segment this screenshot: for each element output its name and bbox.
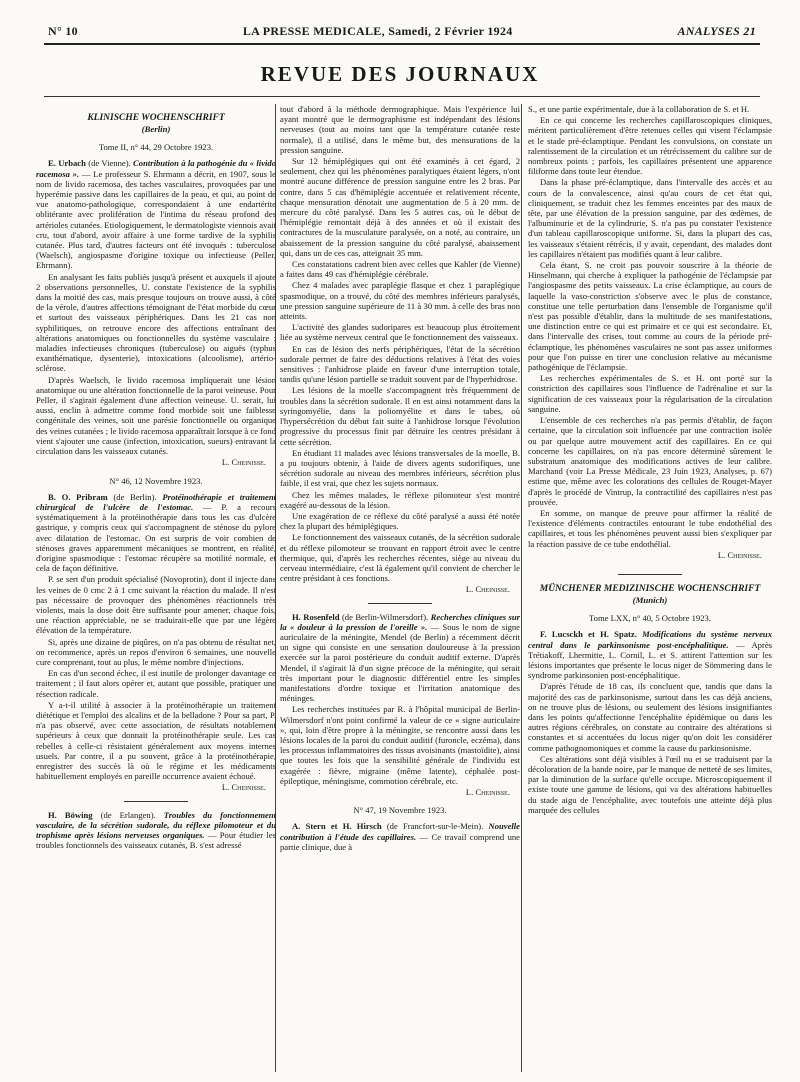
article-lead [36, 158, 276, 270]
article-paragraph: D'après Waelsch, le livido racemosa impliquerait une lésion anatomique ou une altération fonctionnelle de la paroi veineuse. Pour Peller, il s'agirait également d'une affection veineuse. U. serait, lui aussi, enclin à admettre comme fond morbide soit une faiblesse congénitale des veines, soit une parésie fonctionnelle ou organique des veines cutanées ; le livido racemosa apparaîtrait lorsque à ce fond vient s'ajouter une cause (infection, intoxication, sueurs) entravant la circulation dans les vaisseaux cutanés. [36, 374, 276, 457]
article-place: (de Berlin). [107, 491, 163, 502]
journal-heading: KLINISCHE WOCHENSCHRIFT [87, 113, 225, 123]
article-lucsckh-spatz [528, 629, 772, 815]
article-lead [36, 810, 276, 851]
article-separator [124, 801, 188, 802]
journal-masthead: LA PRESSE MEDICALE, Samedi, 2 Février 1924 [242, 24, 513, 38]
article-bowing [36, 810, 276, 851]
header-rule [44, 43, 760, 45]
journal-city: (Berlin) [141, 124, 171, 134]
article-author: H. Rosenfeld [292, 611, 340, 622]
article-paragraph: En cas de lésion des nerfs périphériques, l'état de la sécrétion sudorale permet de faire des déductions relatives à l'état des voies sensitives : l'anhidrose plaide en faveur d'une interruption totale, tandis qu'une lésion partielle se traduit souvent par de l'hyperhidrose. [280, 343, 520, 385]
article-paragraph: L'ensemble de ces recherches n'a pas permis d'établir, de façon certaine, que la circulation soit influencée par une contraction isolée ou par quelque autre mouvement actif des capillaires. En ce qui concerne les capillaires, on n'a pas encore déterminé sûrement le substratum anatomique des modifications actives de leur calibre. Marchand (voir La Presse Médicale, 23 Juin 1923, Analyses, p. 67) estime que, même avec les colorations des cellules de Rouget-Mayer d'après le procédé de Vintrup, la contractilité des capillaires n'est pas prouvée. [528, 415, 772, 507]
article-author: A. Stern et H. Hirsch [292, 821, 382, 832]
article-lead [528, 629, 772, 680]
article-title: Troubles du fonctionnement vasculaire, de la sécrétion sudorale, du réflexe pilomoteur et du trophisme après lésions nerveuses organiques. [36, 809, 276, 840]
article-lead [36, 492, 276, 574]
article-title: Contribution à la pathogénie du « livido racemosa ». [36, 158, 276, 179]
title-rule [44, 96, 760, 97]
article-paragraph: Ces constatations cadrent bien avec celles que Kahler (de Vienne) a faites dans 49 cas d'hémiplégie cérébrale. [280, 259, 520, 280]
column-3 [528, 104, 772, 1074]
article-signature: L. Cheinisse. [221, 782, 266, 793]
issue-number: N° 10 [48, 24, 78, 38]
article-title: Nouvelle contribution à l'étude des capillaires. [280, 821, 520, 842]
issue-line: Tome II, n° 44, 29 Octobre 1923. [98, 142, 214, 153]
section-label: ANALYSES 21 [677, 24, 756, 38]
article-paragraph: Les lésions de la moelle s'accompagnent très fréquemment de troubles dans la sécrétion sudorale. Il en est ainsi notamment dans la syringomyélie, dans la poliomyélite et dans le tabes, où l'hypersécrétion du début fait suite à l'anhidrose lorsque l'évolution progressive du processus finit par détruire les centres présidant à cette sécrétion. [280, 385, 520, 447]
article-paragraph: Dans la phase pré-éclamptique, dans l'intervalle des accès et au cours de la convalescence, ainsi qu'au cours de cet état qui, cliniquement, se traduit chez les femmes enceintes par des maux de tête, par une élévation de la pression sanguine, par des œdèmes, de l'albuminurie et de la cylindrurie, S. n'a pas pu constater l'existence d'un tableau capillaroscopique uniforme. Si, dans la plupart des cas, les vaisseaux s'étaient rétrécis, il y avait, cependant, des malades dont les capillaires n'étaient pas modifiés quant à leur calibre. [528, 177, 772, 259]
issue-line: N° 46, 12 Novembre 1923. [109, 475, 203, 486]
journal-heading: MÜNCHENER MEDIZINISCHE WOCHENSCHRIFT [539, 583, 761, 594]
article-text: — P. a recours systématiquement à la protéinothérapie dans tous les cas d'ulcère gastrique, y compris ceux qui s'accompagnent de sténose du pylore avec dilatation de l'estomac. On est surpris de voir combien de sténoses graves apparemment mécaniques se montrent, en réalité, d'origine spasmodique : l'estomac récupère sa motilité normale, et cela de façon définitive. [36, 501, 276, 574]
article-place: (de Berlin-Wilmersdorf). [339, 611, 431, 622]
article-stern-hirsch [280, 821, 520, 852]
article-author: B. O. Pribram [48, 491, 108, 502]
article-title: Protéinothérapie et traitement chirurgical de l'ulcère de l'estomac. [36, 491, 276, 512]
article-paragraph: Une exagération de ce réflexe du côté paralysé a aussi été notée chez la plupart des hémiplégiques. [280, 510, 520, 532]
article-title: Modifications du système nerveux central dans le parkinsonisme post-encéphalitique. [528, 629, 772, 650]
article-paragraph: Y a-t-il utilité à associer à la protéinothérapie un traitement diététique et l'emploi des alcalins et de la belladone ? Pour sa part, P. n'a pas observé, avec cette association, de résultats notablement supérieurs à ceux que donnait la protéinothérapie seule. Les cas rebelles à celle-ci résistaient généralement aux moyens internes usuels. Par contre, il a pu souvent, grâce à la protéinothérapie, enregistrer des succès là où le régime et les médicaments habituellement employés en pareille occurrence avaient échoué. [36, 699, 276, 782]
article-paragraph: En somme, on manque de preuve pour affirmer la réalité de l'existence d'éléments contractiles entourant le tube endothélial des capillaires, et tous les phénomènes peuvent aussi bien s'expliquer par la réaction passive de ce tube endothélial. [528, 507, 772, 549]
article-paragraph: L'activité des glandes sudoripares est beaucoup plus étroitement liée au système nerveux central que le fonctionnement des vaisseaux. [280, 322, 520, 343]
article-paragraph: Chez les mêmes malades, le réflexe pilomoteur s'est montré exagéré au-dessous de la lésion. [280, 489, 520, 510]
article-signature: L. Cheinisse. [465, 787, 510, 797]
article-paragraph: D'après l'étude de 18 cas, ils concluent que, tandis que dans la majorité des cas de parkinsonisme, surtout dans les cas déjà anciens, on ne trouve plus de lésions, ou seulement des lésions insignifiantes dans les points qu'affectionne l'encéphalite épidémique ou dans les autres régions cérébrales, on constate au contraire des altérations si constantes et si accentuées du locus niger qu'on doit les considérer comme pathognomoniques et comme la cause du parkinsonisme. [528, 681, 772, 753]
article-pribram [36, 492, 276, 793]
article-lead [280, 821, 520, 852]
column-1 [36, 104, 276, 1074]
article-paragraph: P. se sert d'un produit spécialisé (Novoprotin), dont il injecte dans les veines de 0 cmc 2 à 1 cmc suivant la réaction du malade. Il n'est pas nécessaire de provoquer des phénomènes réactionnels très violents, mais la dose doit être suffisante pour amener, chaque fois, une réaction appréciable, ne se traduirait-elle que par une légère élévation de la température. [36, 574, 276, 636]
column-2 [280, 104, 520, 1074]
article-author: F. Lucsckh et H. Spatz. [540, 629, 637, 640]
article-text: — Le professeur S. Ehrmann a décrit, en 1907, sous le nom de livido racemosa, des taches vasculaires, provoquées par une hyperémie passive dans les capillaires de la peau, et qui, au point de vue anatomo-pathologique, correspondaient à une endartérite oblitérante avec prolifération de l'intima du réseau profond des artérioles cutanées. Etiologiquement, le dermatologiste viennois avait cru, tout d'abord, avoir affaire à une forme tardive de la syphilis cutanée. Plus tard, d'autres facteurs ont été invoqués : tuberculose (Waelsch), angiospasme d'origine toxique ou infectieuse (Peller, Ehrmann). [36, 168, 276, 271]
article-separator [618, 574, 682, 575]
article-paragraph: En cas d'un second échec, il est inutile de prolonger davantage ce traitement ; il faut alors opérer et, autant que possible, pratiquer une résection radicale. [36, 668, 276, 699]
article-paragraph: S., et une partie expérimentale, due à la collaboration de S. et H. [528, 104, 750, 114]
article-place: (de Vienne). [85, 158, 134, 169]
article-paragraph: tout d'abord à la méthode dermographique. Mais l'expérience lui ayant montré que le dermographisme est indépendant des lésions nerveuses (tout au moins tant que la température cutanée reste normale), il a utilisé, dans le même but, des mensurations de la pression sanguine. [280, 104, 520, 155]
article-signature: L. Cheinisse. [221, 457, 266, 468]
article-title: Recherches cliniques sur la « douleur à la pression de l'oreille ». [280, 611, 520, 632]
journal-city: (Munich) [632, 594, 668, 605]
article-author: E. Urbach [48, 158, 86, 169]
article-signature: L. Cheinisse. [717, 549, 762, 560]
article-separator [368, 603, 432, 604]
page-header [48, 24, 756, 40]
article-text: — Sous le nom de signe auriculaire de la méningite, Mendel (de Berlin) a récemment décrit un signe qui consiste en une sensation douloureuse à la pression exercée sur la paroi postérieure du conduit auditif externe. D'après Mendel, il s'agirait là d'un signe précoce de la méningite, qui serait très important pour le diagnostic différentiel entre les simples manifestations d'ordre toxique et l'irritation anatomique des méninges. [280, 621, 520, 704]
article-paragraph: En analysant les faits publiés jusqu'à présent et auxquels il ajoute 2 observations personnelles, U. constate l'existence de la syphilis dans la moitié des cas, mais presque toujours on trouve aussi, à côté de la vérole, d'autres affections témoignant de l'état morbide du cœur et surtout des vaisseaux périphériques. Dans les 21 cas non syphilitiques, on retrouve encore des affections entraînant des altérations anatomiques ou fonctionnelles du système vasculaire : maladies infectieuses chroniques (tuberculose) ou aiguës (typhus exanthématique, dysenterie), intoxications (alcoolisme), artério-sclérose. [36, 271, 276, 374]
article-paragraph: Le fonctionnement des vaisseaux cutanés, de la sécrétion sudorale et du réflexe pilomoteur se trouvant en rapport étroit avec le centre thermique, qui, d'après les recherches récentes, siège au niveau du cerveau intermédiaire, c'est là également qu'il convient de chercher le centre présidant à ces fonctions. [280, 532, 520, 584]
article-paragraph: Les recherches instituées par R. à l'hôpital municipal de Berlin-Wilmersdorf n'ont point confirmé la valeur de ce « signe auriculaire », qui, loin d'être propre à la méningite, se rencontre aussi dans les lésions locales de la paroi du conduit auditif (furoncle, eczéma), dans les processus inflammatoires des tissus avoisinants (mastoïdite), ainsi que toutes les fois que la sensibilité générale de l'individu est exagérée : fièvre, migraine (même latente), céphalée post-épileptique, méningisme, commotion cérébrale, etc. [280, 704, 520, 786]
article-paragraph: Ces altérations sont déjà visibles à l'œil nu et se traduisent par la décoloration de la bande noire, par le manque de netteté de ses limites, par la diminution de la surface qu'elle occupe. Microscopiquement il existe toute une gamme de lésions, qui va des altérations habituelles du stade aigu de l'encéphalite, avec toutefois une atteinte déjà plus marquée des cellules [528, 753, 772, 815]
article-rosenfeld [280, 612, 520, 798]
article-paragraph: Les recherches expérimentales de S. et H. ont porté sur la constriction des capillaires sous l'influence de l'adrénaline et sur la signification de ces vaisseaux pour la régularisation de la circulation sanguine. [528, 373, 772, 414]
article-text: — Pour étudier les troubles fonctionnels des vaisseaux cutanés, B. s'est adressé [36, 830, 276, 851]
article-place: (de Erlangen). [92, 809, 164, 820]
column-divider [521, 104, 522, 1072]
article-paragraph: Cela étant, S. ne croit pas pouvoir souscrire à la théorie de Hinselmann, qui cherche à expliquer la pathogénie de l'éclampsie par l'angiospasme des petits vaisseaux. La crise éclamptique, au cours de laquelle la vaso-constriction s'observe avec le plus de constance, constitue une telle perturbation dans l'ensemble de l'organisme qu'il n'est pas possible d'établir, dans la multitude de ses manifestations, une distinction entre ce qui est primaire et ce qui est secondaire. Et, dans l'intervalle des crises, tout comme au cours de la période pré-éclamptique, les phénomènes vasculaires ne sont pas assez uniformes pour que l'on puisse en tirer une conclusion relative au mécanisme pathogénique de l'éclampsie. [528, 260, 772, 373]
article-paragraph: Chez 4 malades avec paraplégie flasque et chez 1 paraplégique spasmodique, on a trouvé, du côté des membres inférieurs paralysés, une pression sanguine supérieure de 11 à 30 mm. à celle des bras non atteints. [280, 280, 520, 322]
article-text: — Ce travail comprend une partie clinique, due à [280, 831, 520, 852]
article-paragraph: En étudiant 11 malades avec lésions transversales de la moelle, B. a pu toujours obtenir, à l'aide de divers agents sudorifiques, une sécrétion sudorale au niveau des membres inférieurs, sécrétion plus faible, il est vrai, que chez les sujets normaux. [280, 447, 520, 489]
article-paragraph: Si, après une dizaine de piqûres, on n'a pas obtenu de résultat net, on recommence, après un repos d'environ 6 semaines, une nouvelle cure comprenant, tout au plus, le même nombre d'injections. [36, 636, 276, 667]
article-text: — Après Trétiakoff, Lhermitte, L. Cornil, L. et S. attirent l'attention sur les lésions importantes que présente le locus niger de Sömmering dans le syndrome parkinsonien post-encéphalitique. [528, 639, 772, 681]
article-paragraph: En ce qui concerne les recherches capillaroscopiques cliniques, méritent particulièrement d'être retenues celles qui visent l'éclampsie et le stade pré-éclamptique. Pendant les convulsions, on constate un ralentissement de la circulation et un rétrécissement du calibre sur de nombreux points ; parfois, les capillaires présentent une apparence filiforme dans toute leur étendue. [528, 115, 772, 177]
article-signature: L. Cheinisse. [465, 584, 510, 595]
article-paragraph: Sur 12 hémiplégiques qui ont été examinés à cet égard, 2 seulement, chez qui les phénomènes paralytiques étaient légers, n'ont montré aucune différence de pression sanguine entre les 2 bras. Par contre, dans 5 cas d'hémiplégie accentuée et relativement récente, chaque mensuration dénotait une augmentation de 5 à 20 mm. de mercure du côté paralysé. Dans les 5 autres cas, où le début de l'hémiplégie remontait déjà à des années et où il existait des contractures de la musculature paralysée, on a noté, au contraire, un abaissement de la pression sanguine du côté paralysé, abaissement qui, dans un de ces cas, atteignait 35 mm. [280, 156, 520, 258]
issue-line: N° 47, 19 Novembre 1923. [353, 805, 447, 816]
page-title: REVUE DES JOURNAUX [260, 62, 540, 86]
article-author: H. Böwing [48, 809, 93, 820]
article-lead [280, 612, 520, 704]
article-urbach [36, 158, 276, 467]
issue-line: Tome LXX, n° 40, 5 Octobre 1923. [589, 613, 711, 624]
article-place: (de Francfort-sur-le-Mein). [381, 821, 489, 832]
